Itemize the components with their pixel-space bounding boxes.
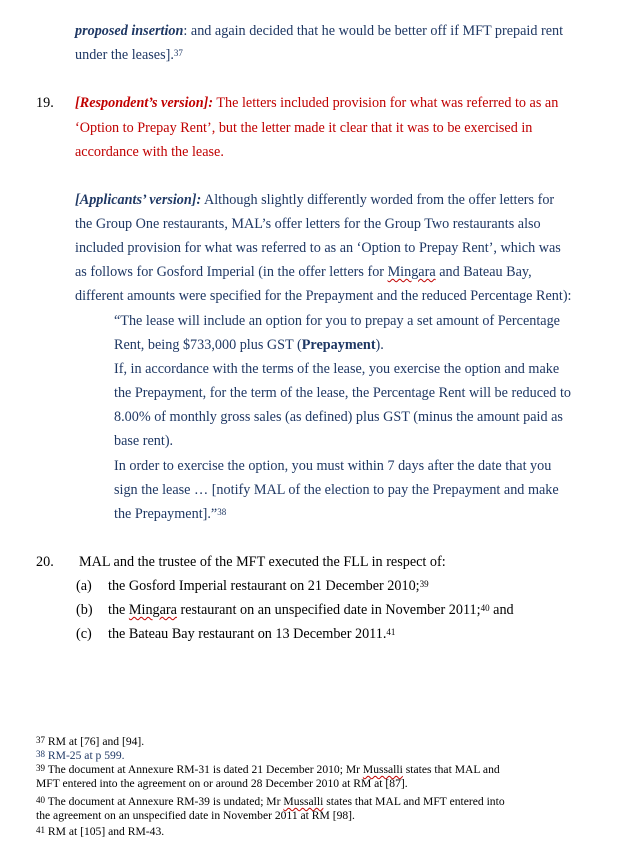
item-text: the Bateau Bay restaurant on 13 December 2011. [108, 626, 387, 642]
prepayment-defined-term: Prepayment [301, 337, 376, 353]
respondent-version-label: [Respondent’s version]: [75, 95, 214, 111]
item-text-b [108, 601, 514, 619]
item-text: the Gosford Imperial restaurant on 21 December 2010; [108, 578, 420, 594]
applicant-line-2: the Group One restaurants, MAL’s offer letters for the Group Two restaurants also [75, 216, 541, 232]
footnote-41 [36, 825, 164, 839]
carry-text: under the leases]. [75, 47, 174, 63]
quote-line-8: sign the lease … [notify MAL of the election to pay the Prepayment and make [114, 482, 559, 498]
applicants-version-label: [Applicants’ version]: [75, 192, 202, 208]
footnote-40-line-2: the agreement on an unspecified date in November 2011 at RM [98]. [36, 809, 355, 822]
footnote-38 [36, 749, 125, 763]
applicant-line-3: included provision for what was referred to as an ‘Option to Prepay Rent’, which was [75, 240, 561, 256]
applicant-line-1 [75, 191, 554, 209]
carry-line-1 [75, 22, 563, 40]
footnote-ref-41[interactable]: 41 [386, 627, 396, 637]
quote-line-1: “The lease will include an option for you to prepay a set amount of Percentage [114, 313, 560, 329]
quote-line-3: If, in accordance with the terms of the lease, you exercise the option and make [114, 361, 560, 377]
paragraph-number-20: 20. [36, 554, 54, 570]
item-text: restaurant on an unspecified date in November 2011; [176, 602, 481, 618]
respondent-text: The letters included provision for what was referred to as an [213, 95, 559, 111]
carry-text: : and again decided that he would be better off if MFT prepaid rent [183, 23, 564, 39]
quote-text: the Prepayment].” [114, 506, 218, 522]
item-label-c: (c) [76, 626, 92, 642]
respondent-line-1 [75, 94, 558, 112]
spellcheck-word-mussalli[interactable]: Mussalli [362, 763, 403, 776]
applicant-text: as follows for Gosford Imperial (in the offer letters for [75, 264, 388, 280]
item-text: the [108, 602, 129, 618]
footnote-text: states that MAL and [402, 763, 500, 776]
footnote-ref-38[interactable]: 38 [217, 507, 227, 517]
footnote-37 [36, 735, 144, 749]
paragraph-number-19: 19. [36, 95, 54, 111]
quote-line-5: 8.00% of monthly gross sales (as defined) plus GST (minus the amount paid as [114, 409, 563, 425]
respondent-line-2: ‘Option to Prepay Rent’, but the letter made it clear that it was to be exercised in [75, 120, 533, 136]
footnote-ref-40[interactable]: 40 [480, 603, 490, 613]
footnote-text: states that MAL and MFT entered into [323, 795, 505, 808]
carry-line-2 [75, 46, 183, 64]
quote-line-7: In order to exercise the option, you must within 7 days after the date that you [114, 458, 552, 474]
footnote-number: 37 [36, 735, 45, 745]
footnote-text: The document at Annexure RM-31 is dated 21 December 2010; Mr [45, 763, 363, 776]
quote-text: ). [375, 337, 384, 353]
footnote-ref-39[interactable]: 39 [419, 579, 429, 589]
applicant-line-4 [75, 263, 532, 281]
item-text-a [108, 577, 429, 595]
footnote-39-line-1 [36, 763, 500, 777]
footnote-ref-37[interactable]: 37 [173, 48, 183, 58]
footnote-text: RM-25 at p 599. [45, 749, 125, 762]
footnote-number: 38 [36, 749, 45, 759]
item-text: and [489, 602, 514, 618]
footnote-number: 39 [36, 763, 45, 773]
paragraph-20-intro: MAL and the trustee of the MFT executed the FLL in respect of: [79, 554, 446, 570]
quote-text: Rent, being $733,000 plus GST ( [114, 337, 302, 353]
quote-line-4: the Prepayment, for the term of the lease, the Percentage Rent will be reduced to [114, 385, 571, 401]
quote-line-9 [114, 505, 226, 523]
footnote-39-line-2: MFT entered into the agreement on or around 28 December 2010 at RM at [87]. [36, 777, 408, 790]
proposed-insertion-label: proposed insertion [75, 23, 184, 39]
applicant-text: Although slightly differently worded from the offer letters for [201, 192, 555, 208]
item-label-b: (b) [76, 602, 93, 618]
applicant-text: and Bateau Bay, [435, 264, 532, 280]
footnote-text: The document at Annexure RM-39 is undated; Mr [45, 795, 284, 808]
applicant-line-5: different amounts were specified for the Prepayment and the reduced Percentage Rent): [75, 288, 572, 304]
footnote-text: RM at [105] and RM-43. [45, 825, 165, 838]
spellcheck-word-mingara[interactable]: Mingara [387, 264, 436, 280]
respondent-line-3: accordance with the lease. [75, 144, 224, 160]
quote-line-6: base rent). [114, 433, 174, 449]
footnote-text: RM at [76] and [94]. [45, 735, 145, 748]
footnote-number: 40 [36, 795, 45, 805]
footnote-number: 41 [36, 825, 45, 835]
quote-line-2 [114, 336, 384, 354]
spellcheck-word-mussalli[interactable]: Mussalli [283, 795, 324, 808]
spellcheck-word-mingara[interactable]: Mingara [128, 602, 177, 618]
item-text-c [108, 625, 395, 643]
footnote-40-line-1 [36, 795, 505, 809]
item-label-a: (a) [76, 578, 92, 594]
